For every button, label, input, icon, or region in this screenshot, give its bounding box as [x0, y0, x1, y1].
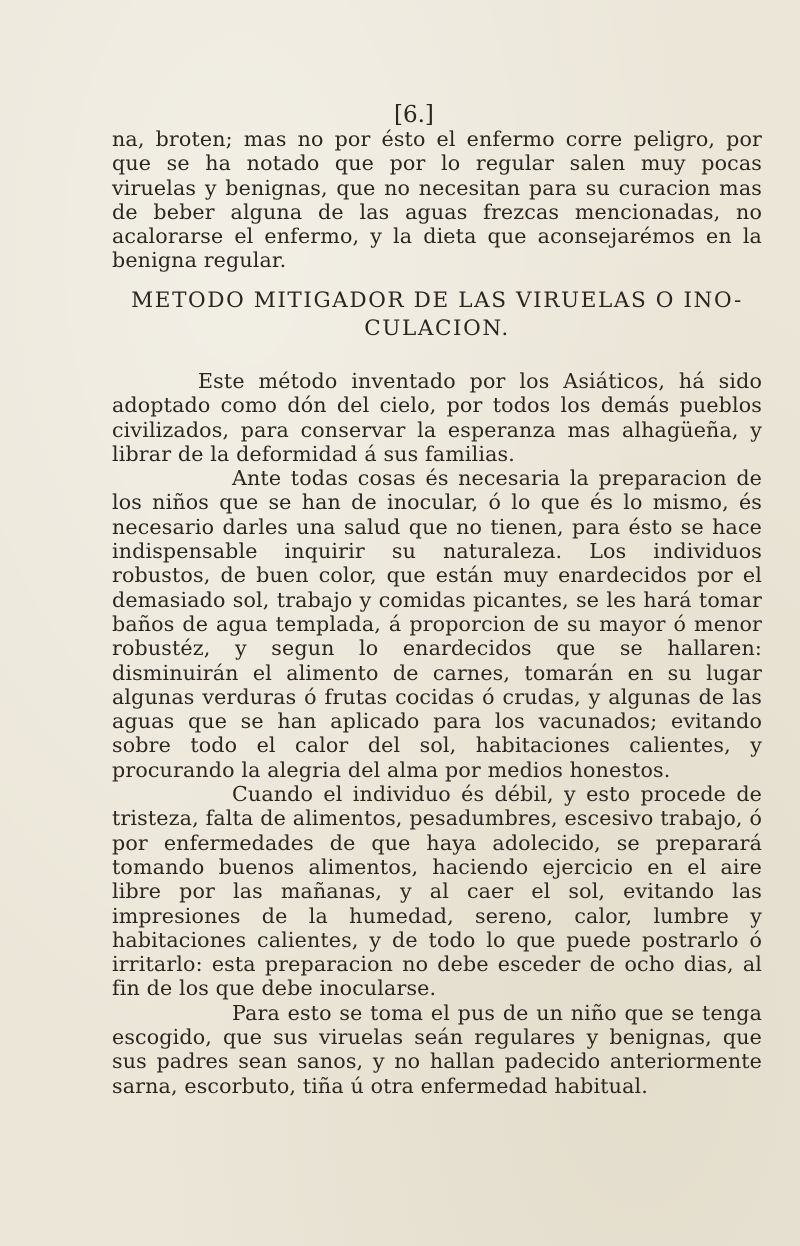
- opening-text-block: [112, 127, 762, 273]
- page-number: [6.]: [394, 102, 434, 128]
- paragraph-2: Ante todas cosas és necesaria la preparacion de los niños que se han de inocular, ó lo que és lo mismo, és necesario darles una salud que no tienen, para ésto se hace indispensable inquirir su naturaleza. Los individuos robustos, de buen color, que están muy enardecidos por el demasiado sol, trabajo y comidas picantes, se les hará tomar baños de agua templada, á proporcion de su mayor ó menor robustéz, y segun lo enardecidos que se hallaren: disminuirán el alimento de carnes, tomarán en su lugar algunas verduras ó frutas cocidas ó crudas, y algunas de las aguas que se han aplicado para los vacunados; evitando sobre todo el calor del sol, habitaciones calientes, y procurando la alegria del alma por medios honestos.: [112, 466, 762, 782]
- section-body: [112, 369, 762, 1098]
- section-heading-line-1: METODO MITIGADOR DE LAS VIRUELAS O INO-: [131, 288, 743, 313]
- section-heading: [112, 287, 762, 343]
- paragraph-1: Este método inventado por los Asiáticos, há sido adoptado como dón del cielo, por todos los demás pueblos civilizados, para conservar la esperanza mas alhagüeña, y librar de la deformidad á sus familias.: [112, 369, 762, 466]
- paragraph-4: Para esto se toma el pus de un niño que se tenga escogido, que sus viruelas seán regulares y benignas, que sus padres sean sanos, y no hallan padecido anteriormente sarna, escorbuto, tiña ú otra enfermedad habitual.: [112, 1000, 762, 1098]
- opening-paragraph: na, broten; mas no por ésto el enfermo corre peligro, por que se ha notado que por lo regular salen muy pocas viruelas y benignas, que no necesitan para su curacion mas de beber alguna de las aguas frezcas mencionadas, no acalorarse el enfermo, y la dieta que aconsejarémos en la benigna regular.: [112, 127, 762, 273]
- paragraph-3: Cuando el individuo és débil, y esto procede de tristeza, falta de alimentos, pesadumbres, escesivo trabajo, ó por enfermedades de que haya adolecido, se preparará tomando buenos alimentos, haciendo ejercicio en el aire libre por las mañanas, y al caer el sol, evitando las impresiones de la humedad, sereno, calor, lumbre y habitaciones calientes, y de todo lo que puede postrarlo ó irritarlo: esta preparacion no debe esceder de ocho dias, al fin de los que debe inocularse.: [112, 782, 762, 1001]
- section-heading-line-2: CULACION.: [364, 316, 510, 341]
